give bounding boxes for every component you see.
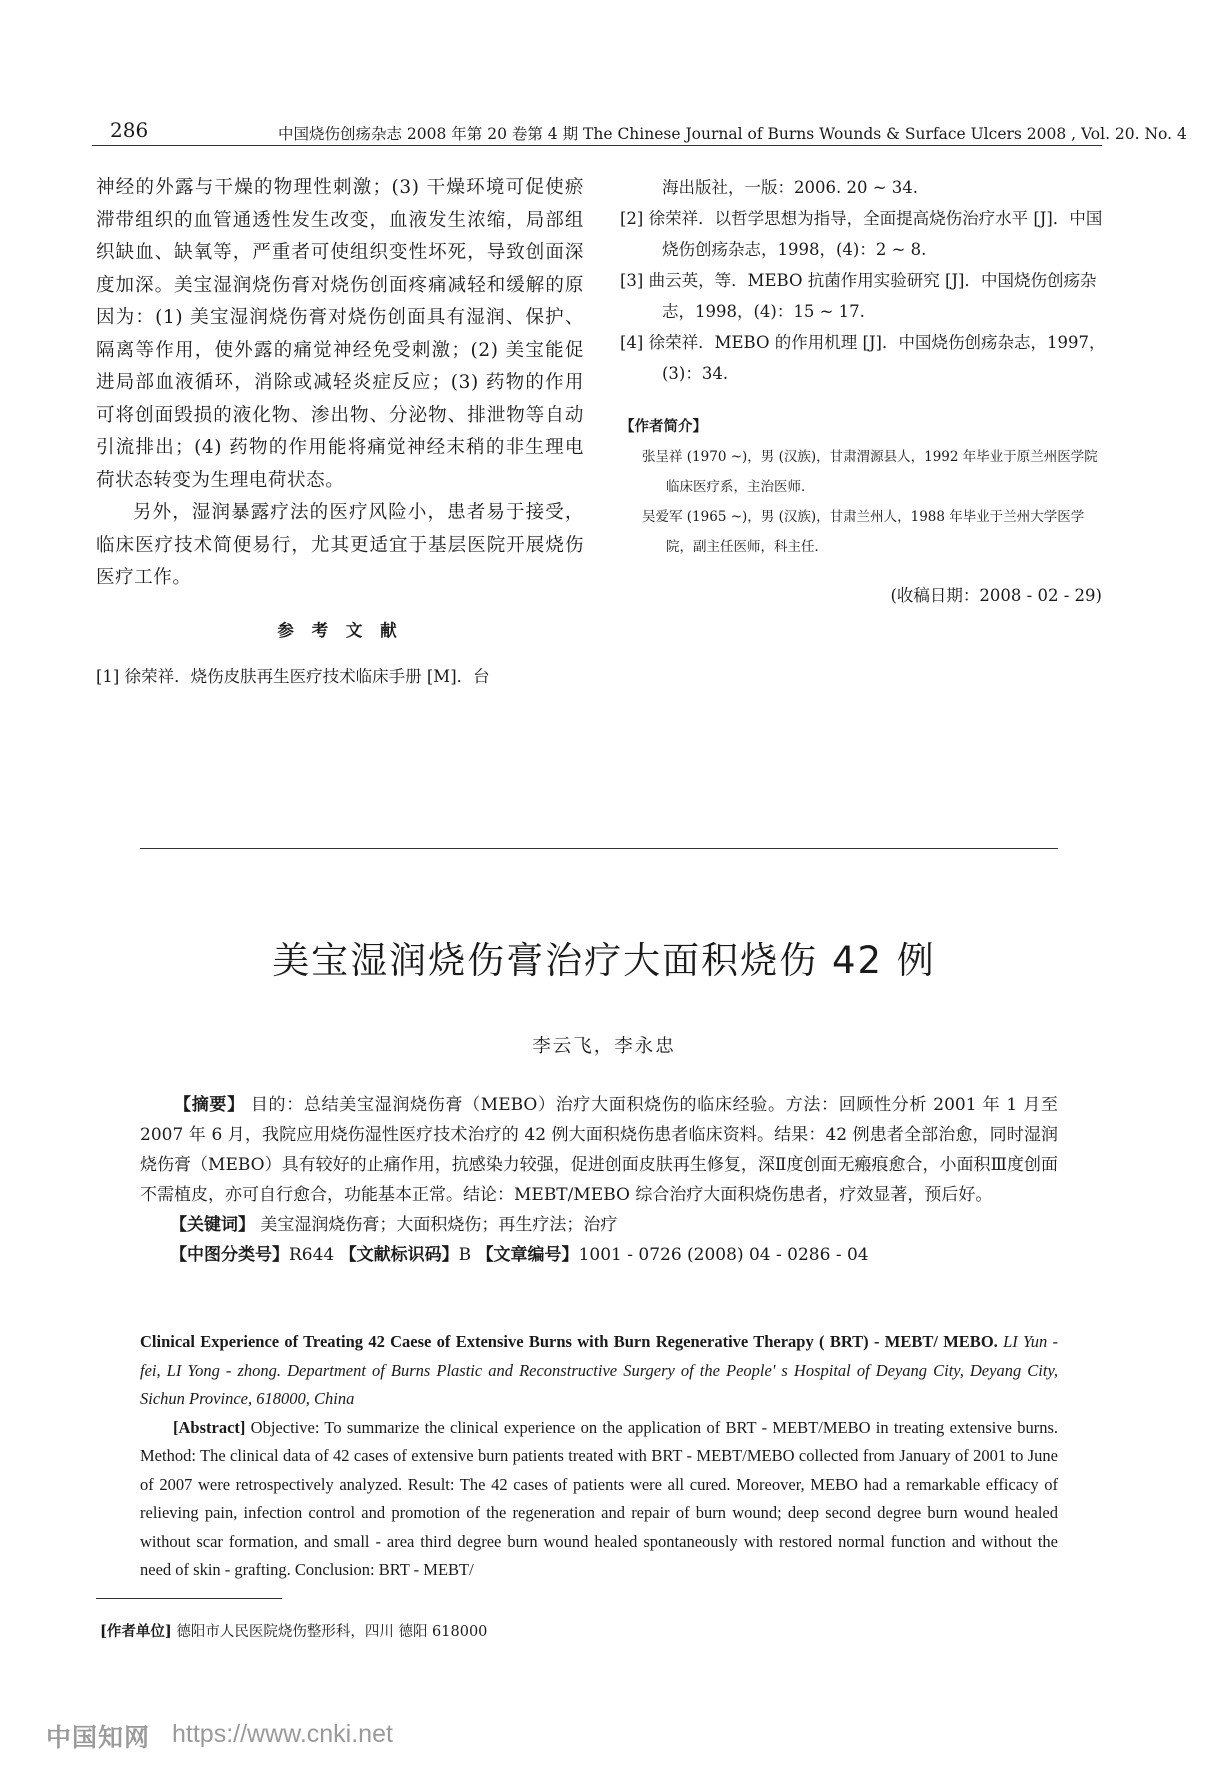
author-intro-heading: 【作者简介】 <box>620 418 707 435</box>
left-column <box>96 172 584 692</box>
header-rule <box>92 145 1102 146</box>
body-paragraph: 另外，湿润暴露疗法的医疗风险小，患者易于接受，临床医疗技术简便易行，尤其更适宜于基层医院开展烧伤医疗工作。 <box>96 502 584 588</box>
references-heading: 参 考 文 献 <box>277 620 403 640</box>
classification-line <box>140 1240 1058 1270</box>
english-abstract-label: [Abstract] <box>173 1417 246 1437</box>
chinese-abstract <box>140 1090 1058 1270</box>
affiliation-footnote <box>100 1620 487 1641</box>
english-title-line <box>140 1328 1058 1414</box>
english-affiliation: LI Yun - fei, LI Yong - zhong. Department of Burns Plastic and Reconstructive Surgery of the People' s Hospital of Deyang City, Deyang City, Sichun Province, 618000, China <box>140 1332 1059 1408</box>
doc-code-label: 【文献标识码】 <box>339 1245 459 1265</box>
article-authors: 李云飞，李永忠 <box>532 1036 676 1057</box>
reference-item: [2] 徐荣祥．以哲学思想为指导，全面提高烧伤治疗水平 [J]．中国烧伤创疡杂志，1998，(4)：2 ~ 8. <box>620 209 1103 259</box>
right-column <box>620 172 1108 606</box>
received-date: (收稿日期：2008 - 02 - 29) <box>890 586 1102 605</box>
article-title: 美宝湿润烧伤膏治疗大面积烧伤 42 例 <box>272 939 936 982</box>
english-abstract-text: Objective: To summarize the clinical experience on the application of BRT - MEBT/MEBO in treating extensive burns. Method: The clinical data of 42 cases of extensive burn patients treated with BRT - MEBT/MEBO collected from January of 2001 to June of 2007 were retrospectively analyzed. Result: The 42 cases of patients were all cured. Moreover, MEBO had a remarkable efficacy of relieving pain, infection control and promotion of the regeneration and repair of burn wound; deep second degree burn wound healed without scar formation, and small - area third degree burn wound healed spontaneously with restored normal function and without the need of skin - grafting. Conclusion: BRT - MEBT/ <box>140 1417 1058 1579</box>
author-intro-entry: 张呈祥 (1970 ~)，男 (汉族)，甘肃渭源县人，1992 年毕业于原兰州医学院临床医疗系，主治医师． <box>642 449 1098 495</box>
keywords-line <box>140 1210 1058 1240</box>
reference-item: [3] 曲云英，等．MEBO 抗菌作用实验研究 [J]．中国烧伤创疡杂志，1998，(4)：15 ~ 17. <box>620 271 1097 321</box>
keywords-text: 美宝湿润烧伤膏；大面积烧伤；再生疗法；治疗 <box>255 1215 618 1235</box>
page-number: 286 <box>110 118 149 142</box>
reference-item-continued: 海出版社，一版：2006. 20 ~ 34. <box>662 178 919 197</box>
keywords-label: 【关键词】 <box>170 1215 255 1235</box>
english-abstract <box>140 1328 1058 1585</box>
reference-item: [1] 徐荣祥．烧伤皮肤再生医疗技术临床手册 [M]．台 <box>96 666 490 686</box>
english-abstract-paragraph <box>140 1414 1058 1585</box>
body-paragraph: 神经的外露与干燥的物理性刺激；(3) 干燥环境可促使瘀滞带组织的血管通透性发生改变，血液发生浓缩，局部组织缺血、缺氧等，严重者可使组织变性坏死，导致创面深度加深。美宝湿润烧伤膏对烧伤创面疼痛减轻和缓解的原因为：(1) 美宝湿润烧伤膏对烧伤创面具有湿润、保护、隔离等作用，使外露的痛觉神经免受刺激；(2) 美宝能促进局部血液循环，消除或减轻炎症反应；(3) 药物的作用可将创面毁损的液化物、渗出物、分泌物、排泄物等自动引流排出；(4) 药物的作用能将痛觉神经末稍的非生理电荷状态转变为生理电荷状态。 <box>96 177 584 491</box>
abstract-label: 【摘要】 <box>174 1095 245 1115</box>
classification-label: 【中图分类号】 <box>170 1245 289 1265</box>
author-intro-entry: 吴爱军 (1965 ~)，男 (汉族)，甘肃兰州人，1988 年毕业于兰州大学医学院，副主任医师，科主任． <box>642 509 1085 555</box>
section-divider <box>140 848 1058 849</box>
running-header: 中国烧伤创疡杂志 2008 年第 20 卷第 4 期 The Chinese Journal of Burns Wounds & Surface Ulcers 2008 , Vol. 20. No. 4 <box>278 125 1187 143</box>
article-no-label: 【文章编号】 <box>476 1245 579 1265</box>
reference-item: [4] 徐荣祥．MEBO 的作用机理 [J]．中国烧伤创疡杂志，1997，(3)：34. <box>620 333 1106 383</box>
footnote-label: [作者单位] <box>100 1623 172 1640</box>
doc-code-value: B <box>458 1245 472 1265</box>
classification-value: R644 <box>289 1245 335 1265</box>
cnki-url[interactable]: https://www.cnki.net <box>172 1720 393 1748</box>
abstract-paragraph <box>140 1090 1058 1210</box>
article-no-value: 1001 - 0726 (2008) 04 - 0286 - 04 <box>578 1245 869 1265</box>
footnote-rule <box>96 1598 282 1599</box>
footnote-text: 德阳市人民医院烧伤整形科，四川 德阳 618000 <box>171 1624 488 1640</box>
english-title: Clinical Experience of Treating 42 Caese of Extensive Burns with Burn Regenerative Therapy ( BRT) - MEBT/ MEBO. <box>140 1332 998 1351</box>
cnki-logo: 中国知网 <box>46 1723 151 1752</box>
abstract-text: 目的：总结美宝湿润烧伤膏（MEBO）治疗大面积烧伤的临床经验。方法：回顾性分析 2001 年 1 月至 2007 年 6 月，我院应用烧伤湿性医疗技术治疗的 42 例大面积烧伤患者临床资料。结果：42 例患者全部治愈，同时湿润烧伤膏（MEBO）具有较好的止痛作用，抗感染力较强，促进创面皮肤再生修复，深Ⅱ度创面无瘢痕愈合，小面积Ⅲ度创面不需植皮，亦可自行愈合，功能基本正常。结论：MEBT/MEBO 综合治疗大面积烧伤患者，疗效显著，预后好。 <box>140 1095 1059 1205</box>
